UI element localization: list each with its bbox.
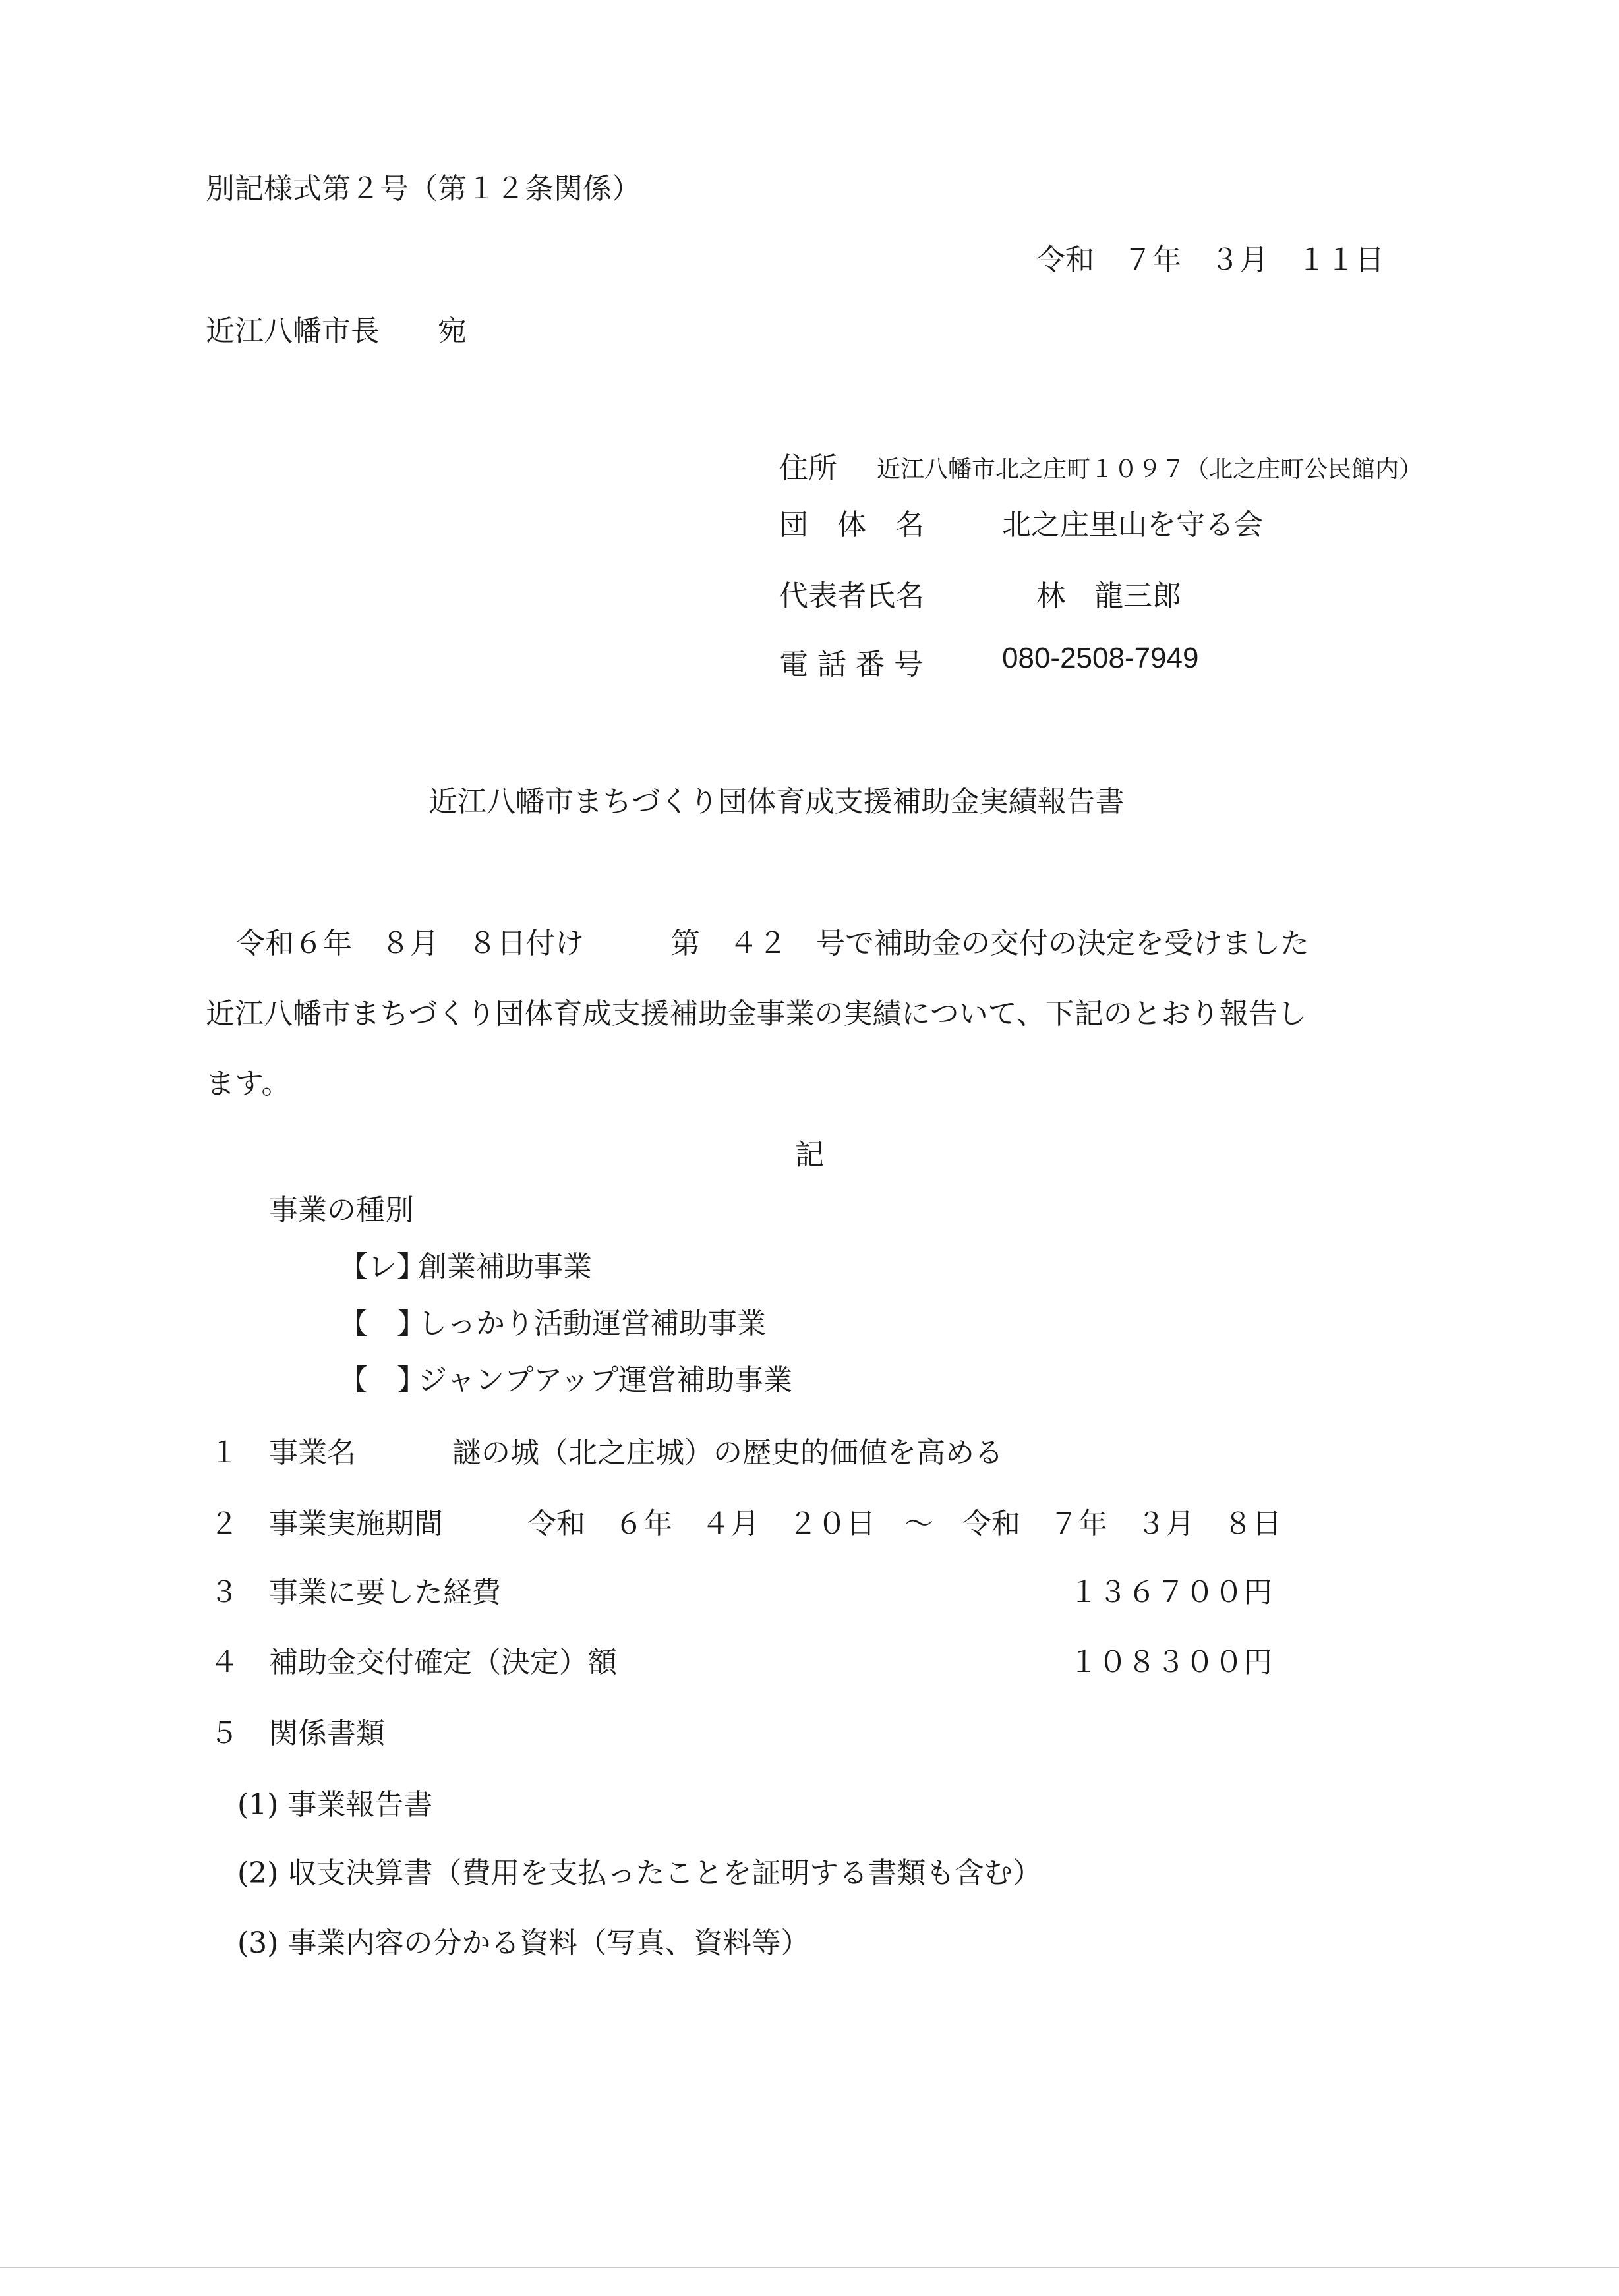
group-label: 団 体 名: [779, 508, 924, 542]
page-title: 近江八幡市まちづくり団体育成支援補助金実績報告書: [428, 785, 1125, 818]
category-option: [339, 1243, 592, 1285]
document-label: 事業報告書: [287, 1788, 433, 1822]
item-number: １: [210, 1436, 239, 1470]
address-value: 近江八幡市北之庄町１０９７（北之庄町公民館内）: [877, 456, 1423, 483]
addressee: 近江八幡市長 宛: [206, 314, 467, 348]
document-item: [237, 1919, 810, 1961]
ki-heading: 記: [795, 1138, 824, 1172]
item-label: 事業名: [269, 1436, 356, 1470]
body-line-2: 近江八幡市まちづくり団体育成支援補助金事業の実績について、下記のとおり報告し: [206, 997, 1307, 1031]
checkbox-mark: 【レ】: [339, 1250, 426, 1284]
document-number: (3): [237, 1926, 279, 1960]
subsidy-value: １０８３００円: [1069, 1646, 1272, 1679]
item-number: ３: [210, 1576, 239, 1609]
option-label: 創業補助事業: [418, 1250, 592, 1284]
document-item: [237, 1849, 1042, 1891]
period-value: 令和 ６年 ４月 ２０日 ～ 令和 ７年 ３月 ８日: [527, 1507, 1281, 1541]
item-label: 関係書類: [269, 1717, 385, 1750]
report-date: 令和 ７年 ３月 １１日: [1036, 243, 1384, 277]
body-line-1: 令和６年 ８月 ８日付け 第 ４２ 号で補助金の交付の決定を受けました: [236, 927, 1309, 960]
body-line-3: ます。: [206, 1067, 291, 1101]
checkbox-mark: 【 】: [339, 1307, 426, 1340]
category-option: [339, 1356, 792, 1398]
group-value: 北之庄里山を守る会: [1002, 508, 1263, 542]
address-label: 住所: [779, 451, 837, 485]
item-number: ２: [210, 1507, 239, 1541]
representative-value: 林 龍三郎: [1036, 579, 1181, 613]
phone-label: 電 話 番 号: [779, 648, 923, 681]
expense-value: １３６７００円: [1069, 1576, 1272, 1609]
project-name-value: 謎の城（北之庄城）の歴史的価値を高める: [452, 1436, 1003, 1470]
category-heading: 事業の種別: [269, 1193, 414, 1227]
item-number: ５: [210, 1717, 239, 1750]
item-label: 事業に要した経費: [269, 1576, 501, 1609]
representative-label: 代表者氏名: [779, 579, 924, 613]
option-label: しっかり活動運営補助事業: [418, 1307, 766, 1340]
item-number: ４: [210, 1646, 239, 1679]
page-bottom-edge: [0, 2267, 1619, 2268]
document-number: (1): [237, 1788, 279, 1822]
category-option: [339, 1300, 766, 1342]
document-item: [237, 1781, 432, 1823]
option-label: ジャンプアップ運営補助事業: [418, 1363, 793, 1397]
document-label: 収支決算書（費用を支払ったことを証明する書類も含む）: [287, 1856, 1042, 1890]
document-label: 事業内容の分かる資料（写真、資料等）: [287, 1926, 810, 1960]
item-label: 事業実施期間: [269, 1507, 443, 1541]
document-number: (2): [237, 1856, 279, 1890]
checkbox-mark: 【 】: [339, 1363, 426, 1397]
item-label: 補助金交付確定（決定）額: [269, 1646, 617, 1679]
form-label: 別記様式第２号（第１２条関係）: [206, 172, 641, 206]
phone-value: 080-2508-7949: [1002, 642, 1199, 674]
